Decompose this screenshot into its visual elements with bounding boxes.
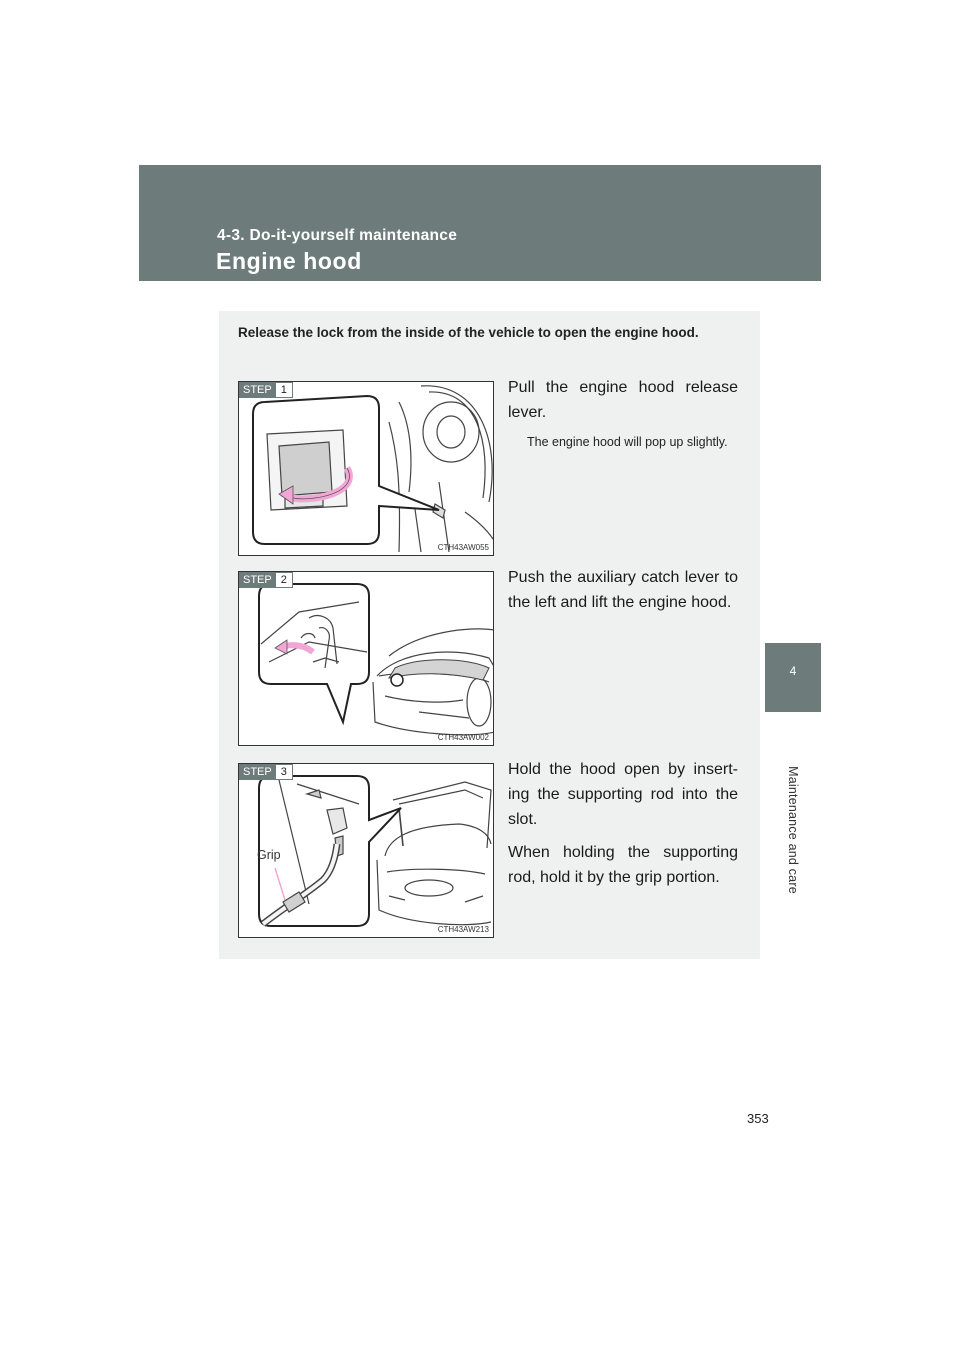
step1-note: The engine hood will pop up slightly. [527, 435, 728, 449]
step3-figure [238, 763, 494, 938]
intro-text: Release the lock from the inside of the vehicle to open the engine hood. [238, 325, 699, 340]
step1-badge: STEP 1 [239, 382, 293, 398]
step1-figure [238, 381, 494, 556]
step2-figure [238, 571, 494, 746]
step1-text: Pull the engine hood release lever. [508, 379, 738, 421]
auxiliary-catch-illustration [239, 572, 494, 746]
chapter-number: 4 [789, 664, 797, 678]
step1-figure-code: CTH43AW055 [437, 543, 489, 552]
section-title: 4-3. Do-it-yourself maintenance [217, 227, 458, 244]
chapter-header [139, 165, 821, 281]
page-number: 353 [747, 1111, 769, 1126]
step3-text-2: When holding the supporting rod, hold it by the grip portion. [508, 844, 738, 886]
hood-release-lever-illustration [239, 382, 494, 556]
step2-badge: STEP 2 [239, 572, 293, 588]
chapter-tab [765, 643, 821, 712]
grip-callout: Grip [257, 848, 281, 862]
chapter-label: Maintenance and care [786, 766, 800, 894]
step3-text-1: Hold the hood open by insert-ing the supporting rod into the slot. [508, 761, 738, 828]
step2-text: Push the auxiliary catch lever to the left and lift the engine hood. [508, 569, 738, 611]
step3-badge: STEP 3 [239, 764, 293, 780]
step2-figure-code: CTH43AW002 [437, 733, 489, 742]
content-panel [219, 311, 760, 959]
step3-figure-code: CTH43AW213 [437, 925, 489, 934]
step3-text [508, 757, 738, 898]
page-title: Engine hood [216, 248, 362, 274]
